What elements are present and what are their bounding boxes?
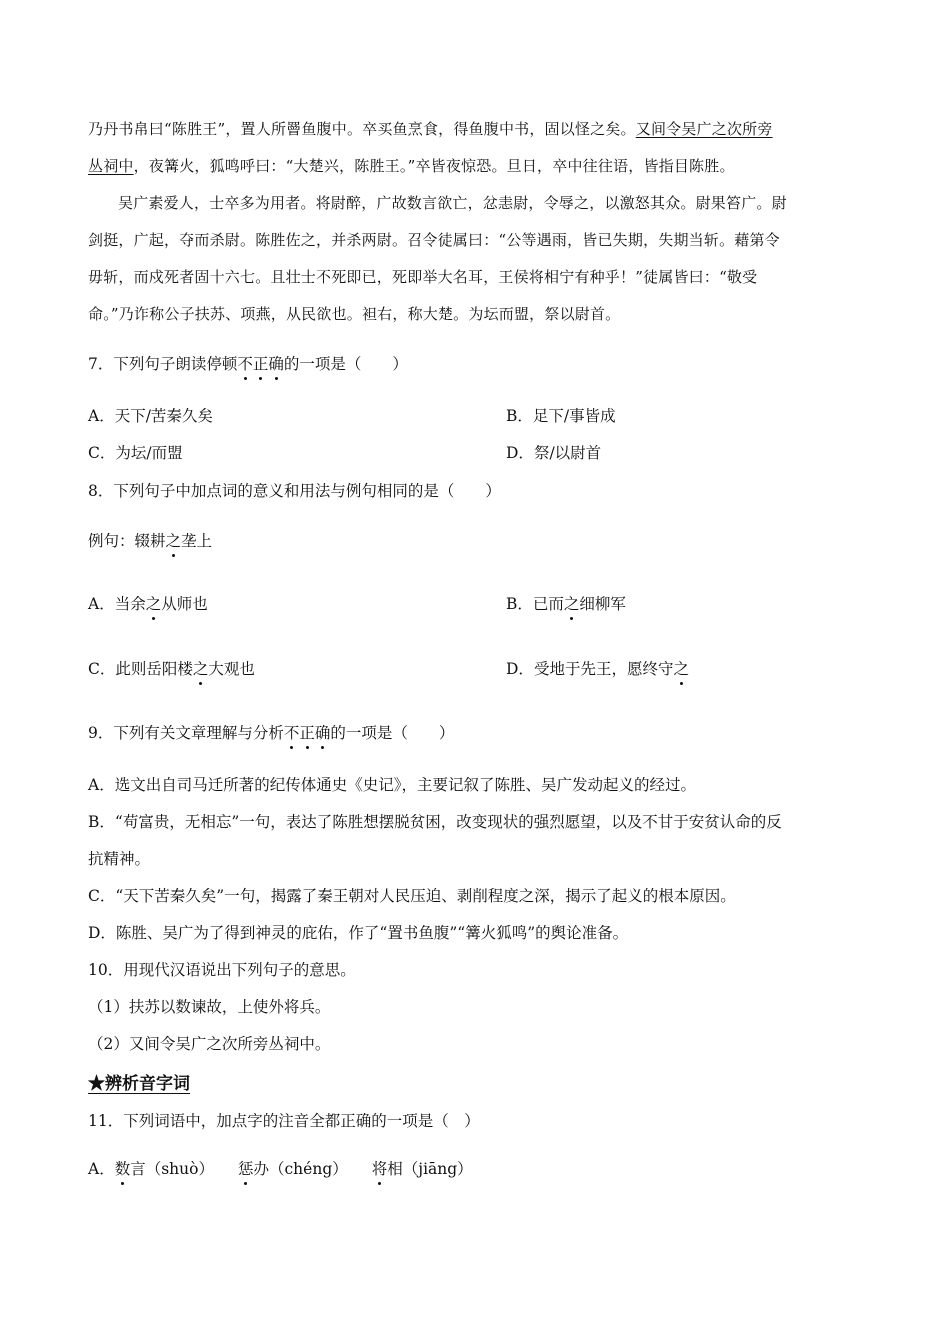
option-label: D． xyxy=(506,444,534,462)
option-a xyxy=(88,595,208,613)
passage-line-1 xyxy=(88,118,773,140)
dotted-char: 不 xyxy=(237,355,253,373)
option-text: 天下/苦秦久矣 xyxy=(114,407,213,425)
option-label: C． xyxy=(88,660,116,678)
question-7-options-row-1 xyxy=(88,405,616,427)
dotted-char: 之 xyxy=(673,660,689,678)
option-d xyxy=(506,658,689,680)
question-text: 的一项是（ ） xyxy=(283,355,408,373)
question-8-stem: 8．下列句子中加点词的意义和用法与例句相同的是（ ） xyxy=(88,482,501,500)
passage-text: 乃丹书帛曰“陈胜王”，置人所罾鱼腹中。卒买鱼烹食，得鱼腹中书，固以怪之矣。 xyxy=(88,120,636,138)
question-text: 7．下列句子朗读停顿 xyxy=(88,355,238,373)
dotted-char: 数 xyxy=(114,1160,131,1178)
option-text: 言（shuò） xyxy=(130,1160,214,1178)
question-10-sentence-1: （1）扶苏以数谏故，上使外将兵。 xyxy=(88,998,331,1016)
option-b xyxy=(506,405,616,427)
passage-line-5: 毋斩，而戍死者固十六七。且壮士不死即已，死即举大名耳，王侯将相宁有种乎！”徒属皆曰：“敬受 xyxy=(88,268,758,286)
question-9-option-c: C．“天下苦秦久矣”一句，揭露了秦王朝对人民压迫、剥削程度之深，揭示了起义的根本原因。 xyxy=(88,887,736,905)
option-text: 为坛/而盟 xyxy=(115,444,183,462)
option-text: 细柳军 xyxy=(579,595,626,613)
option-label: A． xyxy=(88,407,115,425)
question-9-option-b: B．“苟富贵，无相忘”一句，表达了陈胜想摆脱贫困，改变现状的强烈愿望，以及不甘于安贫认命的反 xyxy=(88,813,782,831)
option-text: 受地于先王，愿终守 xyxy=(533,660,674,678)
dotted-char: 之 xyxy=(192,660,209,678)
dotted-char: 确 xyxy=(268,355,284,373)
question-9-option-d: D．陈胜、吴广为了得到神灵的庇佑，作了“置书鱼腹”“篝火狐鸣”的舆论准备。 xyxy=(88,924,629,942)
dotted-char: 之 xyxy=(563,595,580,613)
dotted-char: 确 xyxy=(314,724,331,742)
question-text: 9．下列有关文章理解与分析 xyxy=(88,724,284,742)
passage-underlined-text: 又间令吴广之次所旁 xyxy=(635,120,773,138)
question-10-sentence-2: （2）又间令吴广之次所旁丛祠中。 xyxy=(88,1035,331,1053)
option-text: 从师也 xyxy=(161,595,208,613)
option-label: B． xyxy=(506,407,533,425)
question-9-option-b-continued: 抗精神。 xyxy=(88,850,151,868)
passage-underlined-text: 丛祠中 xyxy=(88,157,134,175)
question-11-stem: 11．下列词语中，加点字的注音全都正确的一项是（ ） xyxy=(88,1112,480,1130)
question-7-options-row-2 xyxy=(88,442,602,464)
option-text: 相（jiāng） xyxy=(387,1160,473,1178)
dotted-char: 惩 xyxy=(237,1160,254,1178)
option-text: 足下/事皆成 xyxy=(532,407,616,425)
passage-line-4: 剑挺，广起，夺而杀尉。陈胜佐之，并杀两尉。召令徒属曰：“公等遇雨，皆已失期，失期当斩。藉第令 xyxy=(88,231,780,249)
passage-line-3: 吴广素爱人，士卒多为用者。将尉醉，广故数言欲亡，忿恚尉，令辱之，以激怒其众。尉果笞广。尉 xyxy=(118,194,787,212)
option-text: 大观也 xyxy=(208,660,255,678)
dotted-char: 之 xyxy=(145,595,162,613)
option-c xyxy=(88,660,255,678)
passage-line-6: 命。”乃诈称公子扶苏、项燕，从民欲也。袒右，称大楚。为坛而盟，祭以尉首。 xyxy=(88,305,621,323)
question-7-stem xyxy=(88,353,408,375)
option-a xyxy=(88,407,213,425)
section-heading: ★辨析音字词 xyxy=(88,1074,190,1094)
option-label: B． xyxy=(506,595,533,613)
question-text: 的一项是（ ） xyxy=(330,724,455,742)
question-10-stem: 10．用现代汉语说出下列句子的意思。 xyxy=(88,961,356,979)
option-d xyxy=(506,442,601,464)
question-9-option-a: A．选文出自司马迁所著的纪传体通史《史记》，主要记叙了陈胜、吴广发动起义的经过。 xyxy=(88,776,696,794)
dotted-char: 正 xyxy=(252,355,269,373)
question-8-example xyxy=(88,530,212,552)
dotted-char: 之 xyxy=(165,532,182,550)
option-text: 办（chéng） xyxy=(253,1160,348,1178)
option-text: 已而 xyxy=(532,595,564,613)
option-b xyxy=(506,593,626,615)
passage-line-2 xyxy=(88,155,735,177)
option-label: D． xyxy=(506,660,534,678)
question-9-stem xyxy=(88,722,454,744)
option-label: A． xyxy=(88,1160,115,1178)
question-8-options-row-2 xyxy=(88,658,689,680)
dotted-char: 正 xyxy=(299,724,315,742)
question-8-options-row-1 xyxy=(88,593,626,615)
option-label: C． xyxy=(88,444,116,462)
example-text: 垄上 xyxy=(181,532,213,550)
question-11-option-a xyxy=(88,1158,473,1180)
dotted-char: 将 xyxy=(371,1160,388,1178)
option-c xyxy=(88,444,183,462)
option-label: A． xyxy=(88,595,115,613)
dotted-char: 不 xyxy=(283,724,300,742)
option-text: 此则岳阳楼 xyxy=(115,660,193,678)
option-text: 当余 xyxy=(114,595,146,613)
option-text: 祭/以尉首 xyxy=(533,444,602,462)
passage-text: ，夜篝火，狐鸣呼曰：“大楚兴，陈胜王。”卒皆夜惊恐。旦日，卒中往往语，皆指目陈胜。 xyxy=(133,157,735,175)
example-text: 例句：辍耕 xyxy=(88,532,166,550)
